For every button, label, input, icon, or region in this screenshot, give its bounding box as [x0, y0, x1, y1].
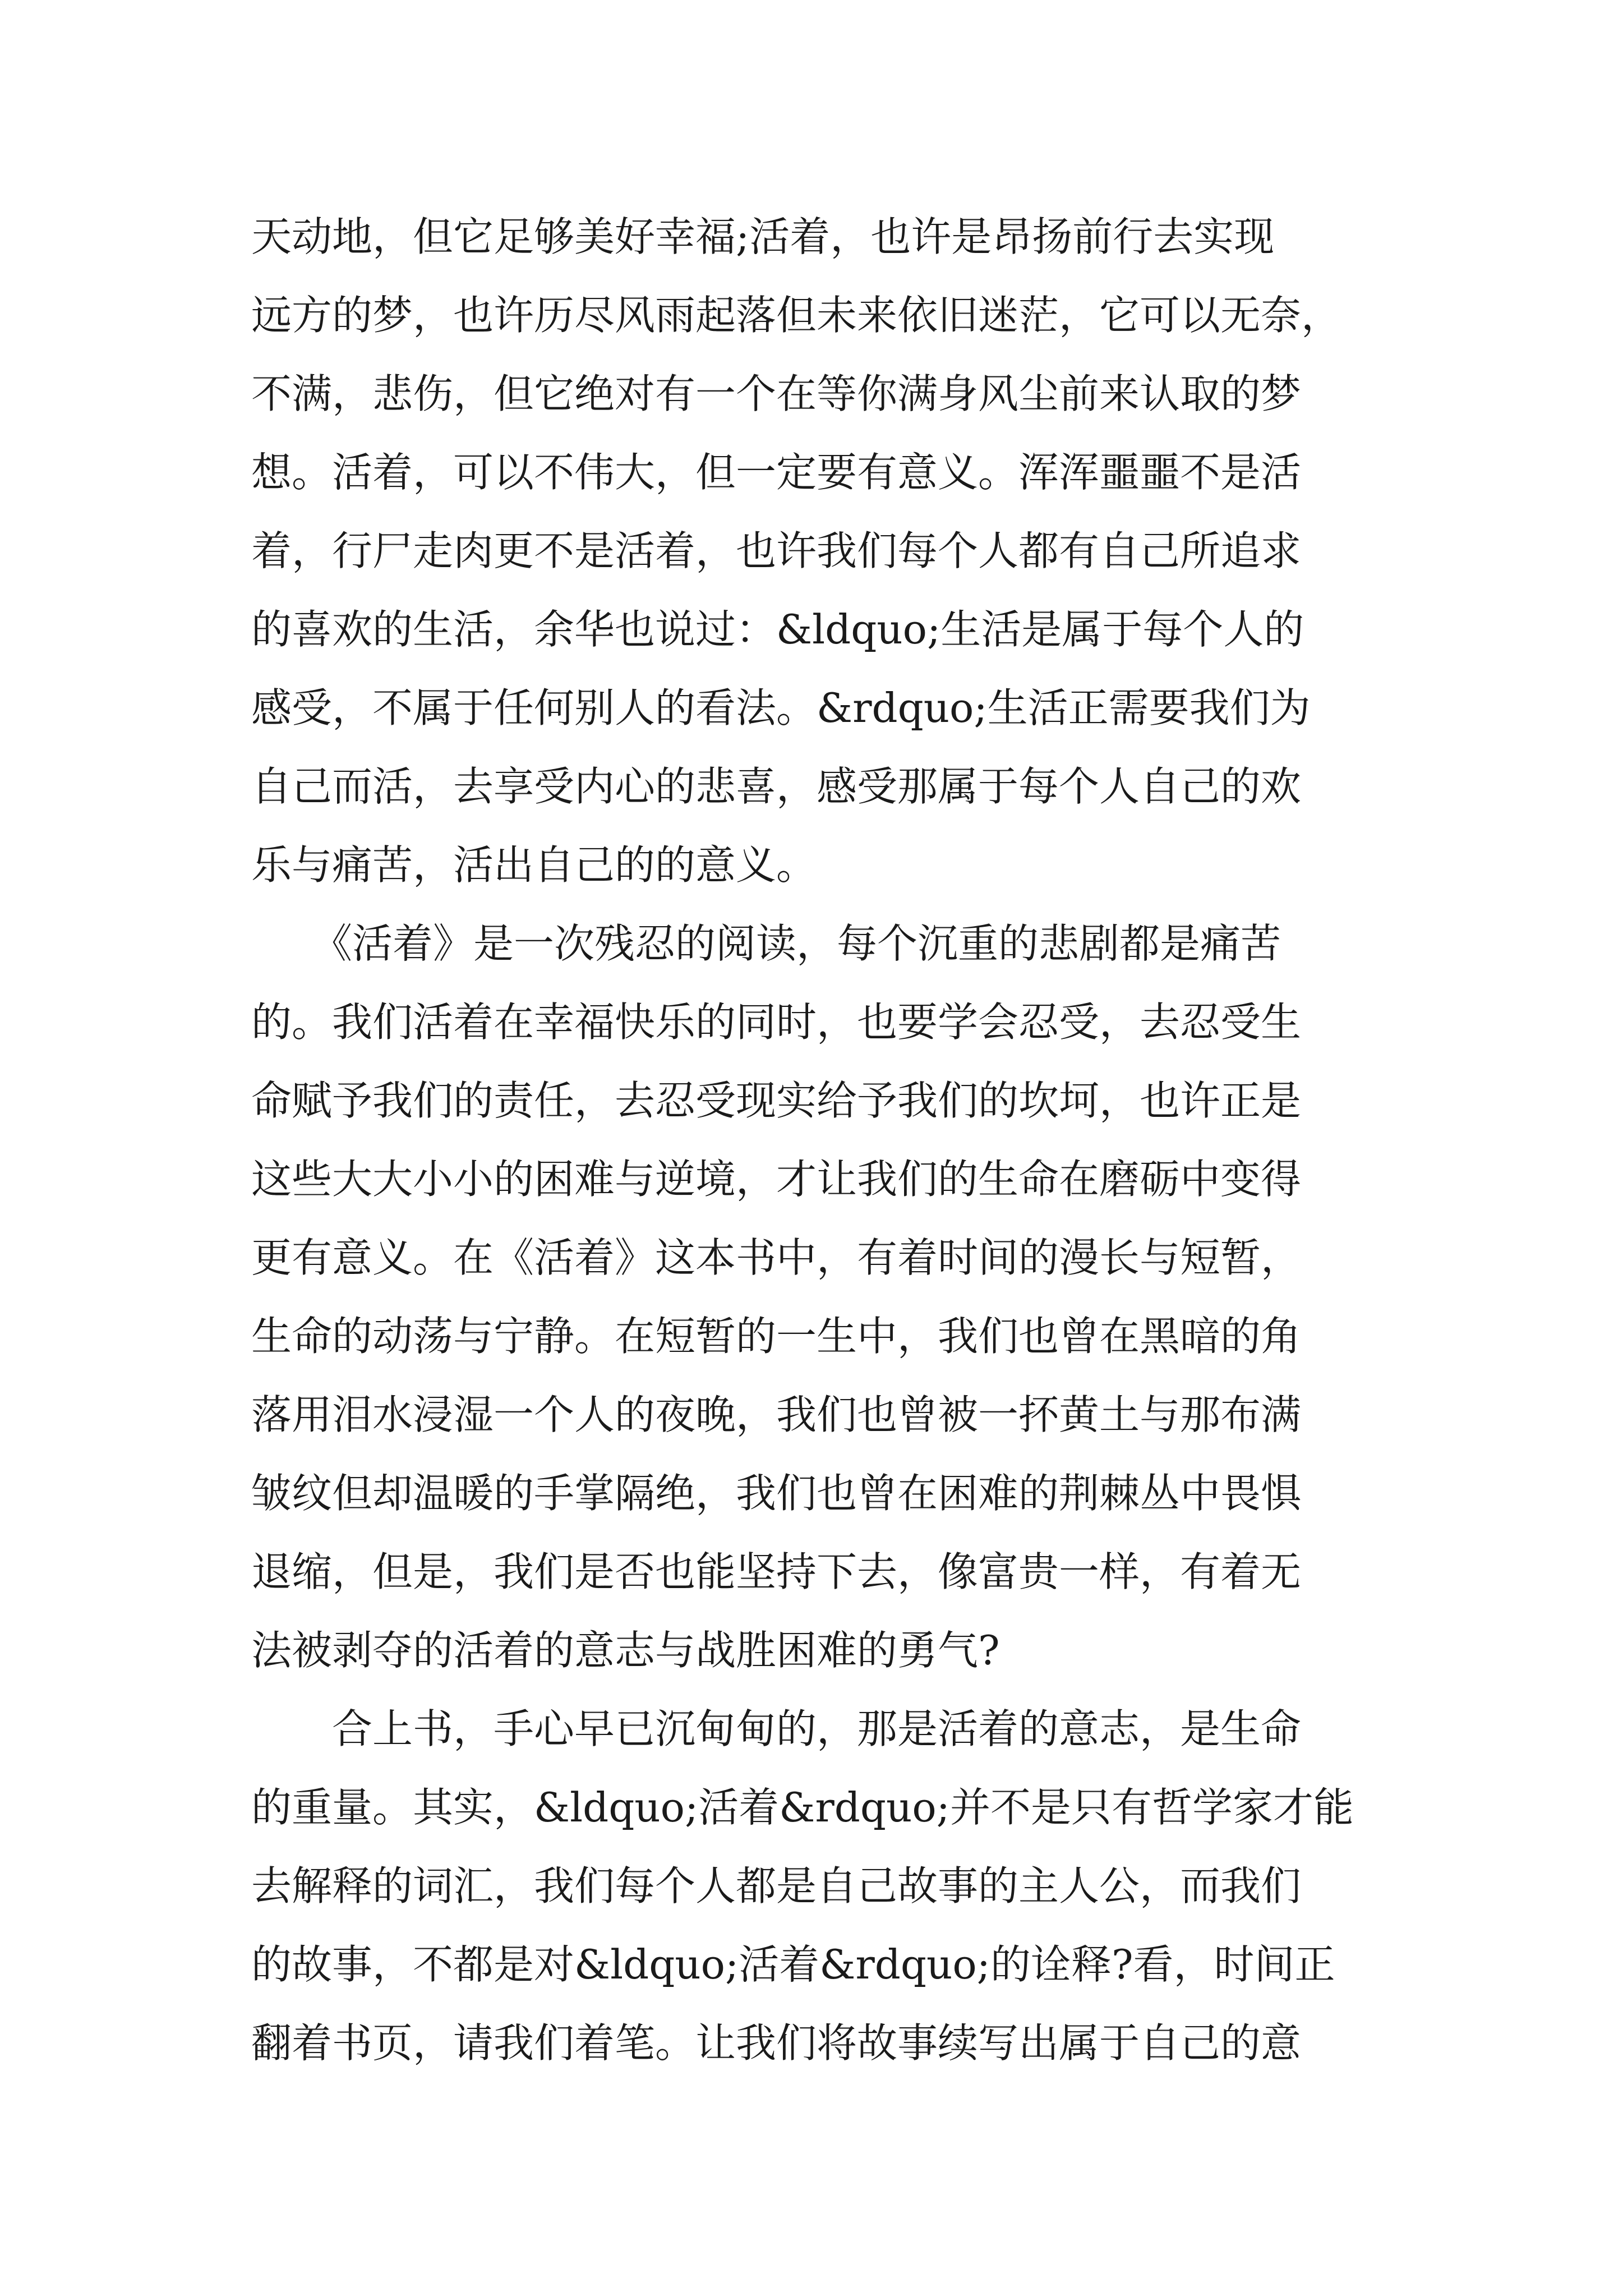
text-line: 远方的梦，也许历尽风雨起落但未来依旧迷茫，它可以无奈，	[251, 292, 1342, 339]
text-line: 的喜欢的生活，余华也说过：&ldquo;生活是属于每个人的	[251, 606, 1304, 653]
text-line: 落用泪水浸湿一个人的夜晚，我们也曾被一抔黄土与那布满	[251, 1391, 1302, 1438]
text-line: 天动地，但它足够美好幸福;活着，也许是昂扬前行去实现	[251, 213, 1275, 260]
text-line: 合上书，手心早已沉甸甸的，那是活着的意志，是生命	[251, 1705, 1302, 1752]
text-line: 这些大大小小的困难与逆境，才让我们的生命在磨砺中变得	[251, 1156, 1302, 1203]
text-line: 的。我们活着在幸福快乐的同时，也要学会忍受，去忍受生	[251, 999, 1302, 1046]
text-line: 乐与痛苦，活出自己的的意义。	[251, 841, 817, 889]
text-line: 命赋予我们的责任，去忍受现实给予我们的坎坷，也许正是	[251, 1077, 1302, 1124]
text-line: 的重量。其实，&ldquo;活着&rdquo;并不是只有哲学家才能	[251, 1784, 1354, 1831]
text-line: 生命的动荡与宁静。在短暂的一生中，我们也曾在黑暗的角	[251, 1313, 1302, 1360]
text-line: 着，行尸走肉更不是活着，也许我们每个人都有自己所追求	[251, 527, 1302, 574]
text-line: 的故事，不都是对&ldquo;活着&rdquo;的诠释?看，时间正	[251, 1941, 1335, 1988]
text-line: 更有意义。在《活着》这本书中，有着时间的漫长与短暂，	[251, 1234, 1302, 1281]
text-line: 皱纹但却温暖的手掌隔绝，我们也曾在困难的荆棘丛中畏惧	[251, 1470, 1302, 1517]
body-text	[251, 197, 1373, 2082]
text-line: 想。活着，可以不伟大，但一定要有意义。浑浑噩噩不是活	[251, 449, 1302, 496]
text-line: 翻着书页，请我们着笔。让我们将故事续写出属于自己的意	[251, 2019, 1302, 2067]
text-line: 去解释的词汇，我们每个人都是自己故事的主人公，而我们	[251, 1862, 1302, 1910]
text-line: 退缩，但是，我们是否也能坚持下去，像富贵一样，有着无	[251, 1548, 1302, 1595]
text-line: 法被剥夺的活着的意志与战胜困难的勇气?	[251, 1627, 1000, 1674]
text-line: 感受，不属于任何别人的看法。&rdquo;生活正需要我们为	[251, 684, 1311, 731]
text-line: 不满，悲伤，但它绝对有一个在等你满身风尘前来认取的梦	[251, 370, 1302, 417]
text-line: 《活着》是一次残忍的阅读，每个沉重的悲剧都是痛苦	[251, 920, 1281, 967]
text-line: 自己而活，去享受内心的悲喜，感受那属于每个人自己的欢	[251, 763, 1302, 810]
